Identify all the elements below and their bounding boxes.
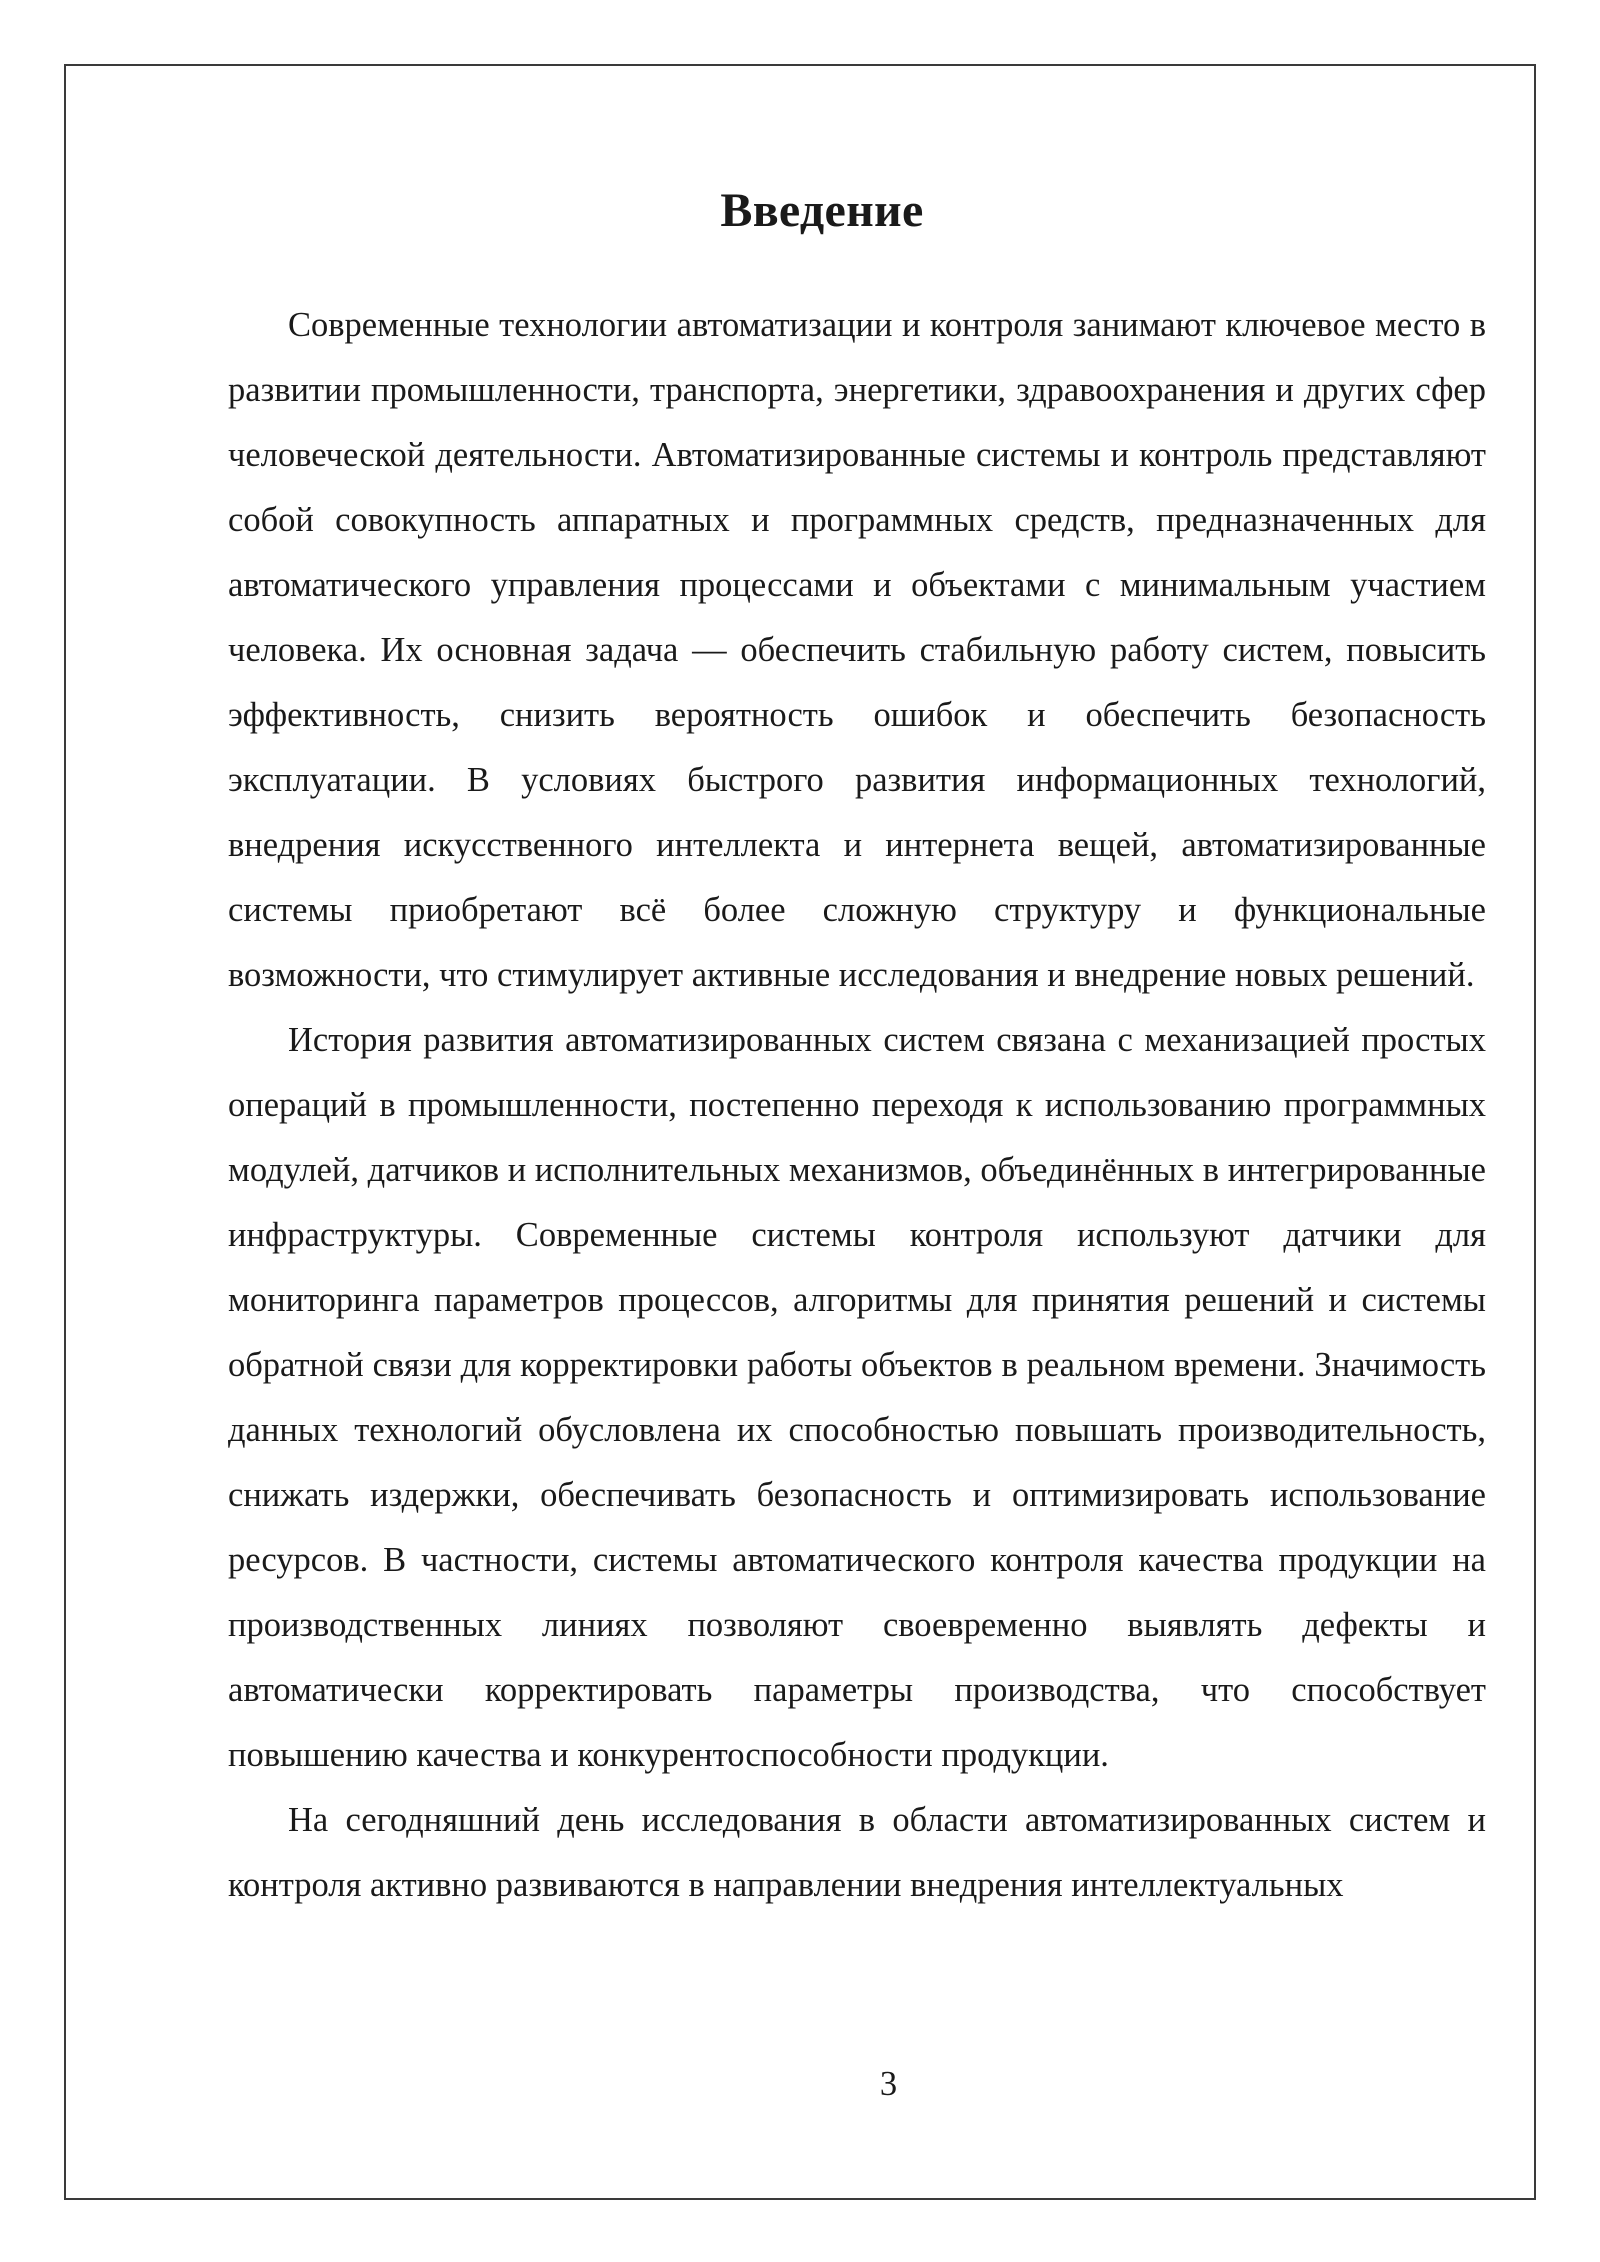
document-body — [228, 293, 1486, 1918]
paragraph-2: История развития автоматизированных систем связана с механизацией простых операций в промышленности, постепенно переходя к использованию программных модулей, датчиков и исполнительных механизмов, объединённых в интегрированные инфраструктуры. Современные системы контроля используют датчики для мониторинга параметров процессов, алгоритмы для принятия решений и системы обратной связи для корректировки работы объектов в реальном времени. Значимость данных технологий обусловлена их способностью повышать производительность, снижать издержки, обеспечивать безопасность и оптимизировать использование ресурсов. В частности, системы автоматического контроля качества продукции на производственных линиях позволяют своевременно выявлять дефекты и автоматически корректировать параметры производства, что способствует повышению качества и конкурентоспособности продукции. — [228, 1021, 1486, 1774]
paragraph-1: Современные технологии автоматизации и контроля занимают ключевое место в развитии промышленности, транспорта, энергетики, здравоохранения и других сфер человеческой деятельности. Автоматизированные системы и контроль представляют собой совокупность аппаратных и программных средств, предназначенных для автоматического управления процессами и объектами с минимальным участием человека. Их основная задача — обеспечить стабильную работу систем, повысить эффективность, снизить вероятность ошибок и обеспечить безопасность эксплуатации. В условиях быстрого развития информационных технологий, внедрения искусственного интеллекта и интернета вещей, автоматизированные системы приобретают всё более сложную структуру и функциональные возможности, что стимулирует активные исследования и внедрение новых решений. — [228, 306, 1486, 994]
page-number: 3 — [879, 2065, 898, 2103]
page-title: Введение — [720, 184, 924, 238]
paragraph-3: На сегодняшний день исследования в области автоматизированных систем и контроля активно развиваются в направлении внедрения интеллектуальных — [228, 1801, 1486, 1904]
